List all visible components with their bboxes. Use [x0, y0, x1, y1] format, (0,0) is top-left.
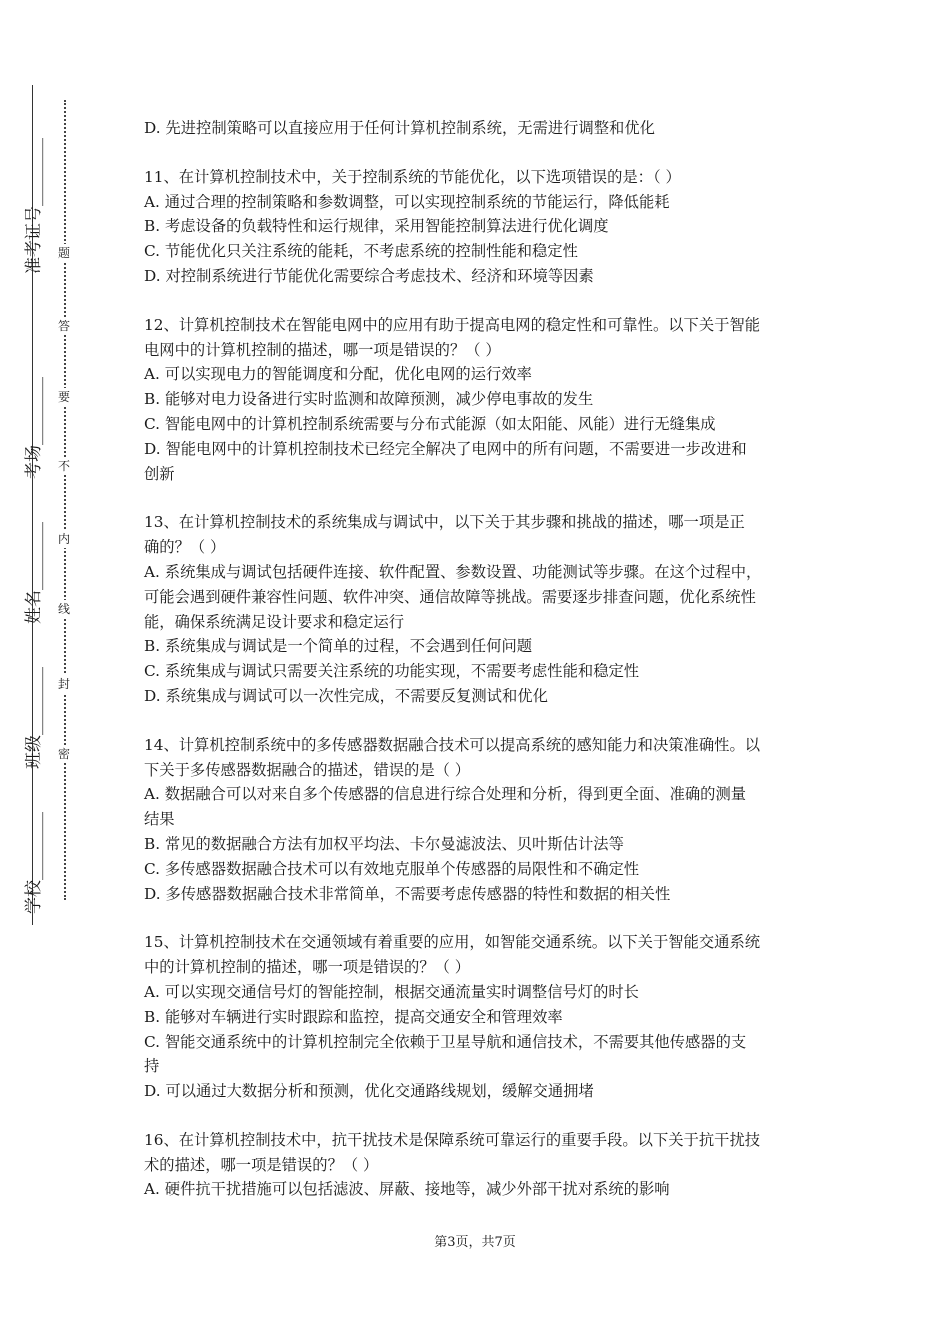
- question-stem: 下关于多传感器数据融合的描述，错误的是（ ）: [144, 760, 471, 779]
- option-d: D. 系统集成与调试可以一次性完成，不需要反复测试和优化: [144, 686, 548, 705]
- option-c-cont: 持: [144, 1057, 160, 1076]
- question-stem: 15、计算机控制技术在交通领域有着重要的应用，如智能交通系统。以下关于智能交通系统: [144, 933, 761, 952]
- option-c: C. 智能交通系统中的计算机控制完全依赖于卫星导航和通信技术，不需要其他传感器的支: [144, 1032, 747, 1051]
- option-a: A. 系统集成与调试包括硬件连接、软件配置、参数设置、功能测试等步骤。在这个过程中，: [144, 562, 762, 581]
- option-c: C. 智能电网中的计算机控制系统需要与分布式能源（如太阳能、风能）进行无缝集成: [144, 414, 716, 433]
- exam-room-label: 考场________: [24, 377, 44, 479]
- question-16: [144, 1128, 812, 1202]
- question-13: [144, 510, 812, 708]
- option-c: C. 多传感器数据融合技术可以有效地克服单个传感器的局限性和不确定性: [144, 859, 640, 878]
- seal-char: 封: [55, 675, 73, 693]
- student-info-labels: [22, 138, 46, 935]
- option-c: C. 系统集成与调试只需要关注系统的功能实现，不需要考虑性能和稳定性: [144, 662, 640, 681]
- question-block-10-tail: [144, 116, 812, 141]
- seal-char: 题: [55, 244, 73, 262]
- exam-content: [144, 116, 812, 1202]
- question-stem: 中的计算机控制的描述，哪一项是错误的？（ ）: [144, 958, 471, 977]
- option-d: D. 多传感器数据融合技术非常简单，不需要考虑传感器的特性和数据的相关性: [144, 884, 671, 903]
- question-15: [144, 930, 812, 1104]
- name-label: 姓名________: [24, 522, 44, 624]
- option-d: D. 可以通过大数据分析和预测，优化交通路线规划，缓解交通拥堵: [144, 1082, 594, 1101]
- question-stem: 电网中的计算机控制的描述，哪一项是错误的？（ ）: [144, 340, 501, 359]
- question-stem: 14、计算机控制系统中的多传感器数据融合技术可以提高系统的感知能力和决策准确性。以: [144, 735, 761, 754]
- option-a-cont: 能，确保系统满足设计要求和稳定运行: [144, 612, 405, 631]
- exam-id-label: 准考证号________: [24, 138, 44, 274]
- class-label: 班级________: [24, 667, 44, 769]
- option-a: A. 可以实现电力的智能调度和分配，优化电网的运行效率: [144, 365, 532, 384]
- option-a: A. 可以实现交通信号灯的智能控制，根据交通流量实时调整信号灯的时长: [144, 982, 639, 1001]
- seal-char: 线: [55, 600, 73, 618]
- option-d: D. 智能电网中的计算机控制技术已经完全解决了电网中的所有问题，不需要进一步改进和: [144, 439, 747, 458]
- option-a-cont: 结果: [144, 810, 175, 829]
- seal-char: 密: [55, 745, 73, 763]
- seal-dotted-line: [64, 100, 66, 900]
- option-d-cont: 创新: [144, 464, 175, 483]
- option-d: D. 对控制系统进行节能优化需要综合考虑技术、经济和环境等因素: [144, 266, 594, 285]
- option-b: B. 考虑设备的负载特性和运行规律，采用智能控制算法进行优化调度: [144, 217, 609, 236]
- question-stem: 12、计算机控制技术在智能电网中的应用有助于提高电网的稳定性和可靠性。以下关于智能: [144, 315, 761, 334]
- option-a: A. 数据融合可以对来自多个传感器的信息进行综合处理和分析，得到更全面、准确的测量: [144, 785, 747, 804]
- option-b: B. 能够对电力设备进行实时监测和故障预测，减少停电事故的发生: [144, 390, 594, 409]
- option-a: A. 通过合理的控制策略和参数调整，可以实现控制系统的节能运行，降低能耗: [144, 192, 670, 211]
- page-number-footer: 第3页，共7页: [434, 1235, 516, 1250]
- question-stem: 16、在计算机控制技术中，抗干扰技术是保障系统可靠运行的重要手段。以下关于抗干扰技: [144, 1130, 761, 1149]
- question-14: [144, 733, 812, 907]
- seal-char: 答: [55, 317, 73, 335]
- question-stem: 确的？（ ）: [144, 538, 226, 557]
- question-stem: 术的描述，哪一项是错误的？（ ）: [144, 1155, 379, 1174]
- option-a: A. 硬件抗干扰措施可以包括滤波、屏蔽、接地等，减少外部干扰对系统的影响: [144, 1180, 670, 1199]
- option-c: C. 节能优化只关注系统的能耗，不考虑系统的控制性能和稳定性: [144, 242, 578, 261]
- seal-char: 要: [55, 388, 73, 406]
- option-line: D. 先进控制策略可以直接应用于任何计算机控制系统，无需进行调整和优化: [144, 119, 655, 137]
- question-11: [144, 165, 812, 289]
- school-label: 学校________: [24, 812, 44, 914]
- seal-char: 内: [55, 530, 73, 548]
- option-a-cont: 可能会遇到硬件兼容性问题、软件冲突、通信故障等挑战。需要逐步排查问题，优化系统性: [144, 587, 756, 606]
- option-b: B. 能够对车辆进行实时跟踪和监控，提高交通安全和管理效率: [144, 1007, 563, 1026]
- question-12: [144, 313, 812, 487]
- question-stem: 13、在计算机控制技术的系统集成与调试中，以下关于其步骤和挑战的描述，哪一项是正: [144, 513, 745, 532]
- question-stem: 11、在计算机控制技术中，关于控制系统的节能优化，以下选项错误的是：（ ）: [144, 167, 681, 186]
- seal-char: 不: [55, 457, 73, 475]
- option-b: B. 系统集成与调试是一个简单的过程，不会遇到任何问题: [144, 637, 533, 656]
- option-b: B. 常见的数据融合方法有加权平均法、卡尔曼滤波法、贝叶斯估计法等: [144, 834, 624, 853]
